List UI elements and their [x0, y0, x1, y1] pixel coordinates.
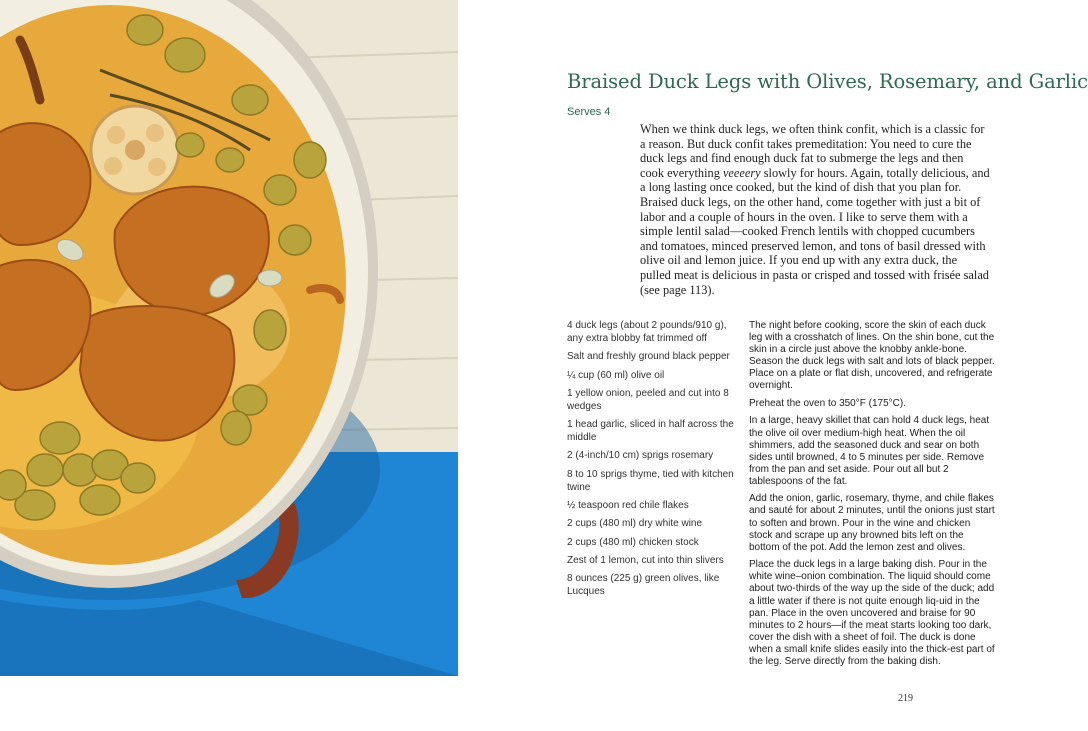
method-step: Place the duck legs in a large baking dish. Pour in the white wine–onion combination. The liquid should come about two-thirds of the way up the side of the duck; add a little water if there is not quite enough liq-uid in the pan. Place in the oven uncovered and braise for 90 minutes to 2 hours—if the meat starts looking too dark, cover the dish with a sheet of foil. The duck is done when a small knife slides easily into the thick-est part of the leg. Serve directly from the baking dish. — [749, 559, 995, 667]
recipe-title: Braised Duck Legs with Olives, Rosemary, and Garlic — [567, 70, 1088, 93]
ingredient-item: 2 (4-inch/10 cm) sprigs rosemary — [567, 450, 714, 462]
method-step: In a large, heavy skillet that can hold 4 duck legs, heat the olive oil over medium-high heat. When the oil shimmers, add the seasoned duck and sear on both sides until browned, 4 to 5 minutes per side. Remove from the pan and set aside. Pour out all but 2 tablespoons of the fat. — [749, 415, 990, 487]
ingredient-item: ¼ cup (60 ml) olive oil — [567, 369, 665, 381]
ingredient-list — [567, 320, 737, 605]
method-steps — [749, 320, 995, 673]
page-number: 219 — [898, 693, 913, 704]
intro-text: slowly for hours. Again, totally delicious, and a long lasting once cooked, but the kind of dish that you plan for. Braised duck legs, on the other hand, come together with just a bit of labor and a couple of hours in the oven. I like to serve them with a simple lentil salad—cooked French lentils with chopped cucumbers and tomatoes, minced preserved lemon, and tons of basil dressed with olive oil and lemon juice. If you end up with any extra duck, the pulled meat is delicious in pasta or crisped and tossed with frisée salad (see page 113). — [640, 165, 990, 297]
ingredient-item: 1 head garlic, sliced in half across the middle — [567, 419, 734, 443]
ingredient-item: 2 cups (480 ml) dry white wine — [567, 518, 703, 530]
ingredient-item: Zest of 1 lemon, cut into thin slivers — [567, 555, 724, 567]
intro-emphasis: veeeery — [722, 165, 761, 180]
recipe-page — [458, 0, 1088, 731]
ingredient-item: 1 yellow onion, peeled and cut into 8 wedges — [567, 387, 729, 412]
intro-text: When we think duck legs, we often think confit, which is a classic for a reason. But duck confit takes premeditation: You need to cure the duck legs and find enough duck fat to submerge the legs and then cook everything — [640, 122, 985, 180]
servings: Serves 4 — [567, 106, 611, 118]
ingredient-item: 8 to 10 sprigs thyme, tied with kitchen twine — [567, 468, 734, 493]
method-step: Add the onion, garlic, rosemary, thyme, and chile flakes and sauté for about 2 minutes, until the onions just start to soften and brown. Pour in the wine and chicken stock and scrape up any browned bits left on the bottom of the pot. Add the lemon zest and olives. — [749, 493, 995, 553]
method-step: Preheat the oven to 350°F (175°C). — [749, 397, 906, 409]
ingredient-item: ½ teaspoon red chile flakes — [567, 499, 689, 511]
ingredient-item: 4 duck legs (about 2 pounds/910 g), any extra blobby fat trimmed off — [567, 320, 727, 344]
recipe-intro — [640, 122, 990, 297]
ingredient-item: 2 cups (480 ml) chicken stock — [567, 536, 699, 548]
garlic-head — [91, 106, 179, 194]
ingredient-item: Salt and freshly ground black pepper — [567, 351, 730, 363]
ingredient-item: 8 ounces (225 g) green olives, like Lucques — [567, 573, 720, 598]
recipe-photo — [0, 0, 458, 676]
method-step: The night before cooking, score the skin of each duck leg with a crosshatch of lines. On the shin bone, cut the skin in a circle just above the knobby ankle-bone. Season the duck legs with salt and lots of black pepper. Place on a plate or flat dish, uncovered, and refrigerate overnight. — [749, 320, 995, 392]
